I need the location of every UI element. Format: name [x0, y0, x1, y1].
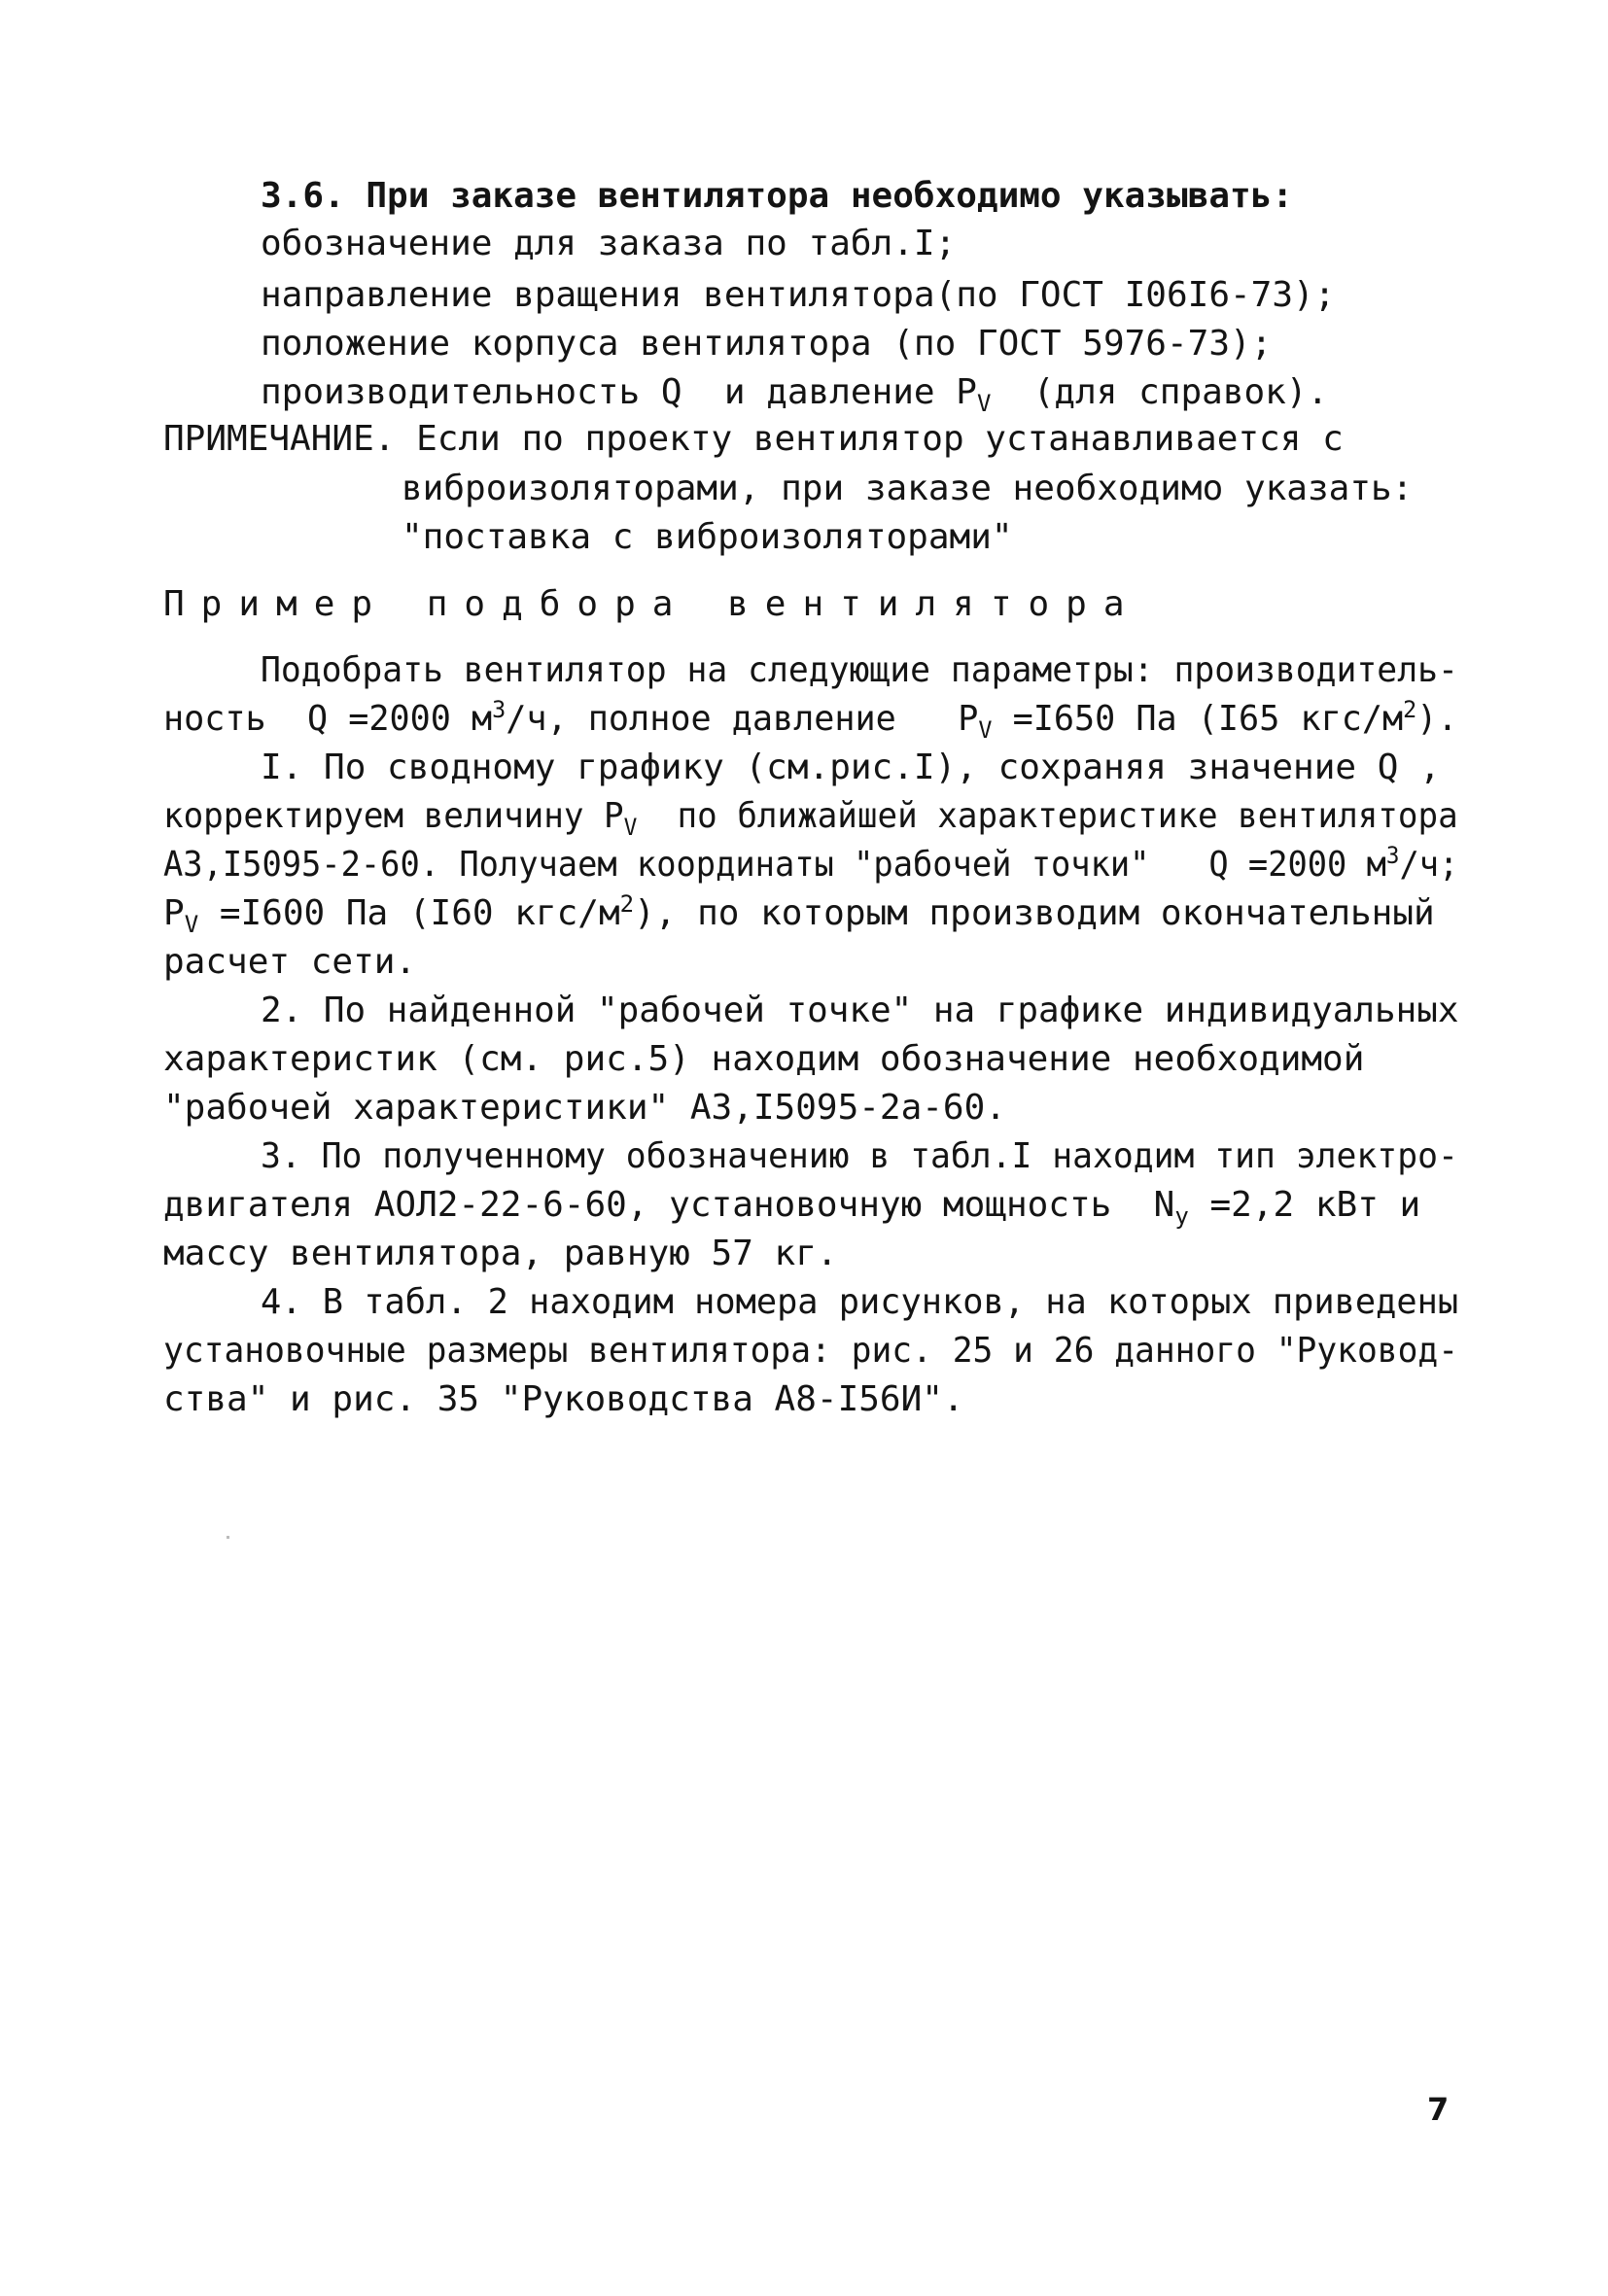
- symbol-p: P: [958, 699, 979, 739]
- text-segment: двигателя АОЛ2-22-6-60, установочную мощность: [163, 1185, 1154, 1225]
- step3-line-2: [163, 1184, 1421, 1231]
- section-3-6-heading: 3.6. При заказе вентилятора необходимо указывать:: [261, 176, 1294, 216]
- text-segment: ).: [1416, 699, 1458, 739]
- text-segment: Если по проекту вентилятор устанавливается с: [395, 419, 1344, 459]
- note-line-2: виброизоляторами, при заказе необходимо указать:: [402, 469, 1414, 508]
- symbol-n: N: [1153, 1185, 1175, 1225]
- symbol-subscript: V: [623, 814, 638, 842]
- text-segment: корректируем величину: [163, 796, 605, 836]
- intro-line-1: Подобрать вентилятор на следующие параметры: производитель-: [261, 650, 1458, 690]
- order-item-designation: обозначение для заказа по табл.I;: [261, 224, 957, 263]
- step1-line-4: [163, 890, 1435, 939]
- step2-line-1: 2. По найденной "рабочей точке" на графике индивидуальных: [261, 991, 1459, 1030]
- step1-line-3: [163, 844, 1458, 887]
- text-segment: =2000 м: [328, 699, 493, 739]
- order-item-rotation: направление вращения вентилятора(по ГОСТ I06I6-73);: [261, 275, 1336, 315]
- text-segment: и давление: [682, 372, 957, 412]
- note-line-3: "поставка с виброизоляторами": [402, 517, 1013, 557]
- symbol-subscript: y: [1174, 1202, 1189, 1231]
- symbol-superscript: 2: [619, 890, 635, 918]
- text-segment: =2000 м: [1228, 845, 1386, 885]
- symbol-p: P: [163, 893, 185, 933]
- symbol-p: P: [956, 372, 977, 412]
- text-segment: /ч, полное давление: [506, 699, 959, 739]
- step3-line-1: 3. По полученному обозначению в табл.I находим тип электро-: [261, 1136, 1458, 1176]
- step4-line-2: установочные размеры вентилятора: рис. 25 и 26 данного "Руковод-: [163, 1331, 1459, 1371]
- text-segment: /ч;: [1399, 845, 1459, 885]
- symbol-superscript: 3: [1385, 842, 1400, 869]
- text-segment: А3,I5095-2-60. Получаем координаты "рабочей точки": [163, 845, 1209, 885]
- symbol-superscript: 3: [492, 696, 507, 723]
- step3-line-3: массу вентилятора, равную 57 кг.: [163, 1234, 838, 1273]
- scan-speck: [227, 1536, 229, 1539]
- symbol-q: Q: [660, 372, 682, 412]
- text-segment: по ближайшей характеристике вентилятора: [637, 796, 1458, 836]
- step1-line-2: [163, 795, 1458, 842]
- text-segment: =I600 Па (I60 кгс/м: [198, 893, 620, 933]
- symbol-subscript: V: [184, 911, 199, 939]
- step1-line-1: I. По сводному графику (см.рис.I), сохраняя значение Q ,: [261, 748, 1441, 787]
- step4-line-1: 4. В табл. 2 находим номера рисунков, на которых приведены: [261, 1282, 1459, 1322]
- text-segment: производительность: [261, 372, 661, 412]
- note-label: ПРИМЕЧАНИЕ.: [163, 419, 396, 459]
- intro-line-2: [163, 696, 1458, 745]
- note-line-1: [163, 418, 1344, 461]
- text-segment: =2,2 кВт и: [1188, 1185, 1421, 1225]
- page-number: 7: [1427, 2091, 1450, 2128]
- order-item-capacity: [261, 371, 1329, 418]
- step4-line-3: ства" и рис. 35 "Руководства А8-I56И".: [163, 1379, 964, 1419]
- symbol-q: Q: [306, 699, 329, 739]
- step2-line-2: характеристик (см. рис.5) находим обозначение необходимой: [163, 1039, 1365, 1079]
- text-segment: (для справок).: [991, 372, 1329, 412]
- symbol-subscript: V: [978, 716, 993, 745]
- text-segment: ность: [163, 699, 307, 739]
- symbol-p: P: [604, 796, 624, 836]
- step2-line-3: "рабочей характеристики" А3,I5095-2а-60.: [163, 1088, 1006, 1128]
- text-segment: =I650 Па (I65 кгс/м: [992, 699, 1404, 739]
- symbol-subscript: V: [976, 390, 992, 418]
- symbol-superscript: 2: [1403, 696, 1417, 723]
- text-segment: ), по которым производим окончательный: [634, 893, 1435, 933]
- example-title: Пример подбора вентилятора: [163, 584, 1141, 624]
- step1-line-5: расчет сети.: [163, 942, 417, 982]
- symbol-q: Q: [1208, 845, 1229, 885]
- order-item-housing: положение корпуса вентилятора (по ГОСТ 5976-73);: [261, 324, 1273, 364]
